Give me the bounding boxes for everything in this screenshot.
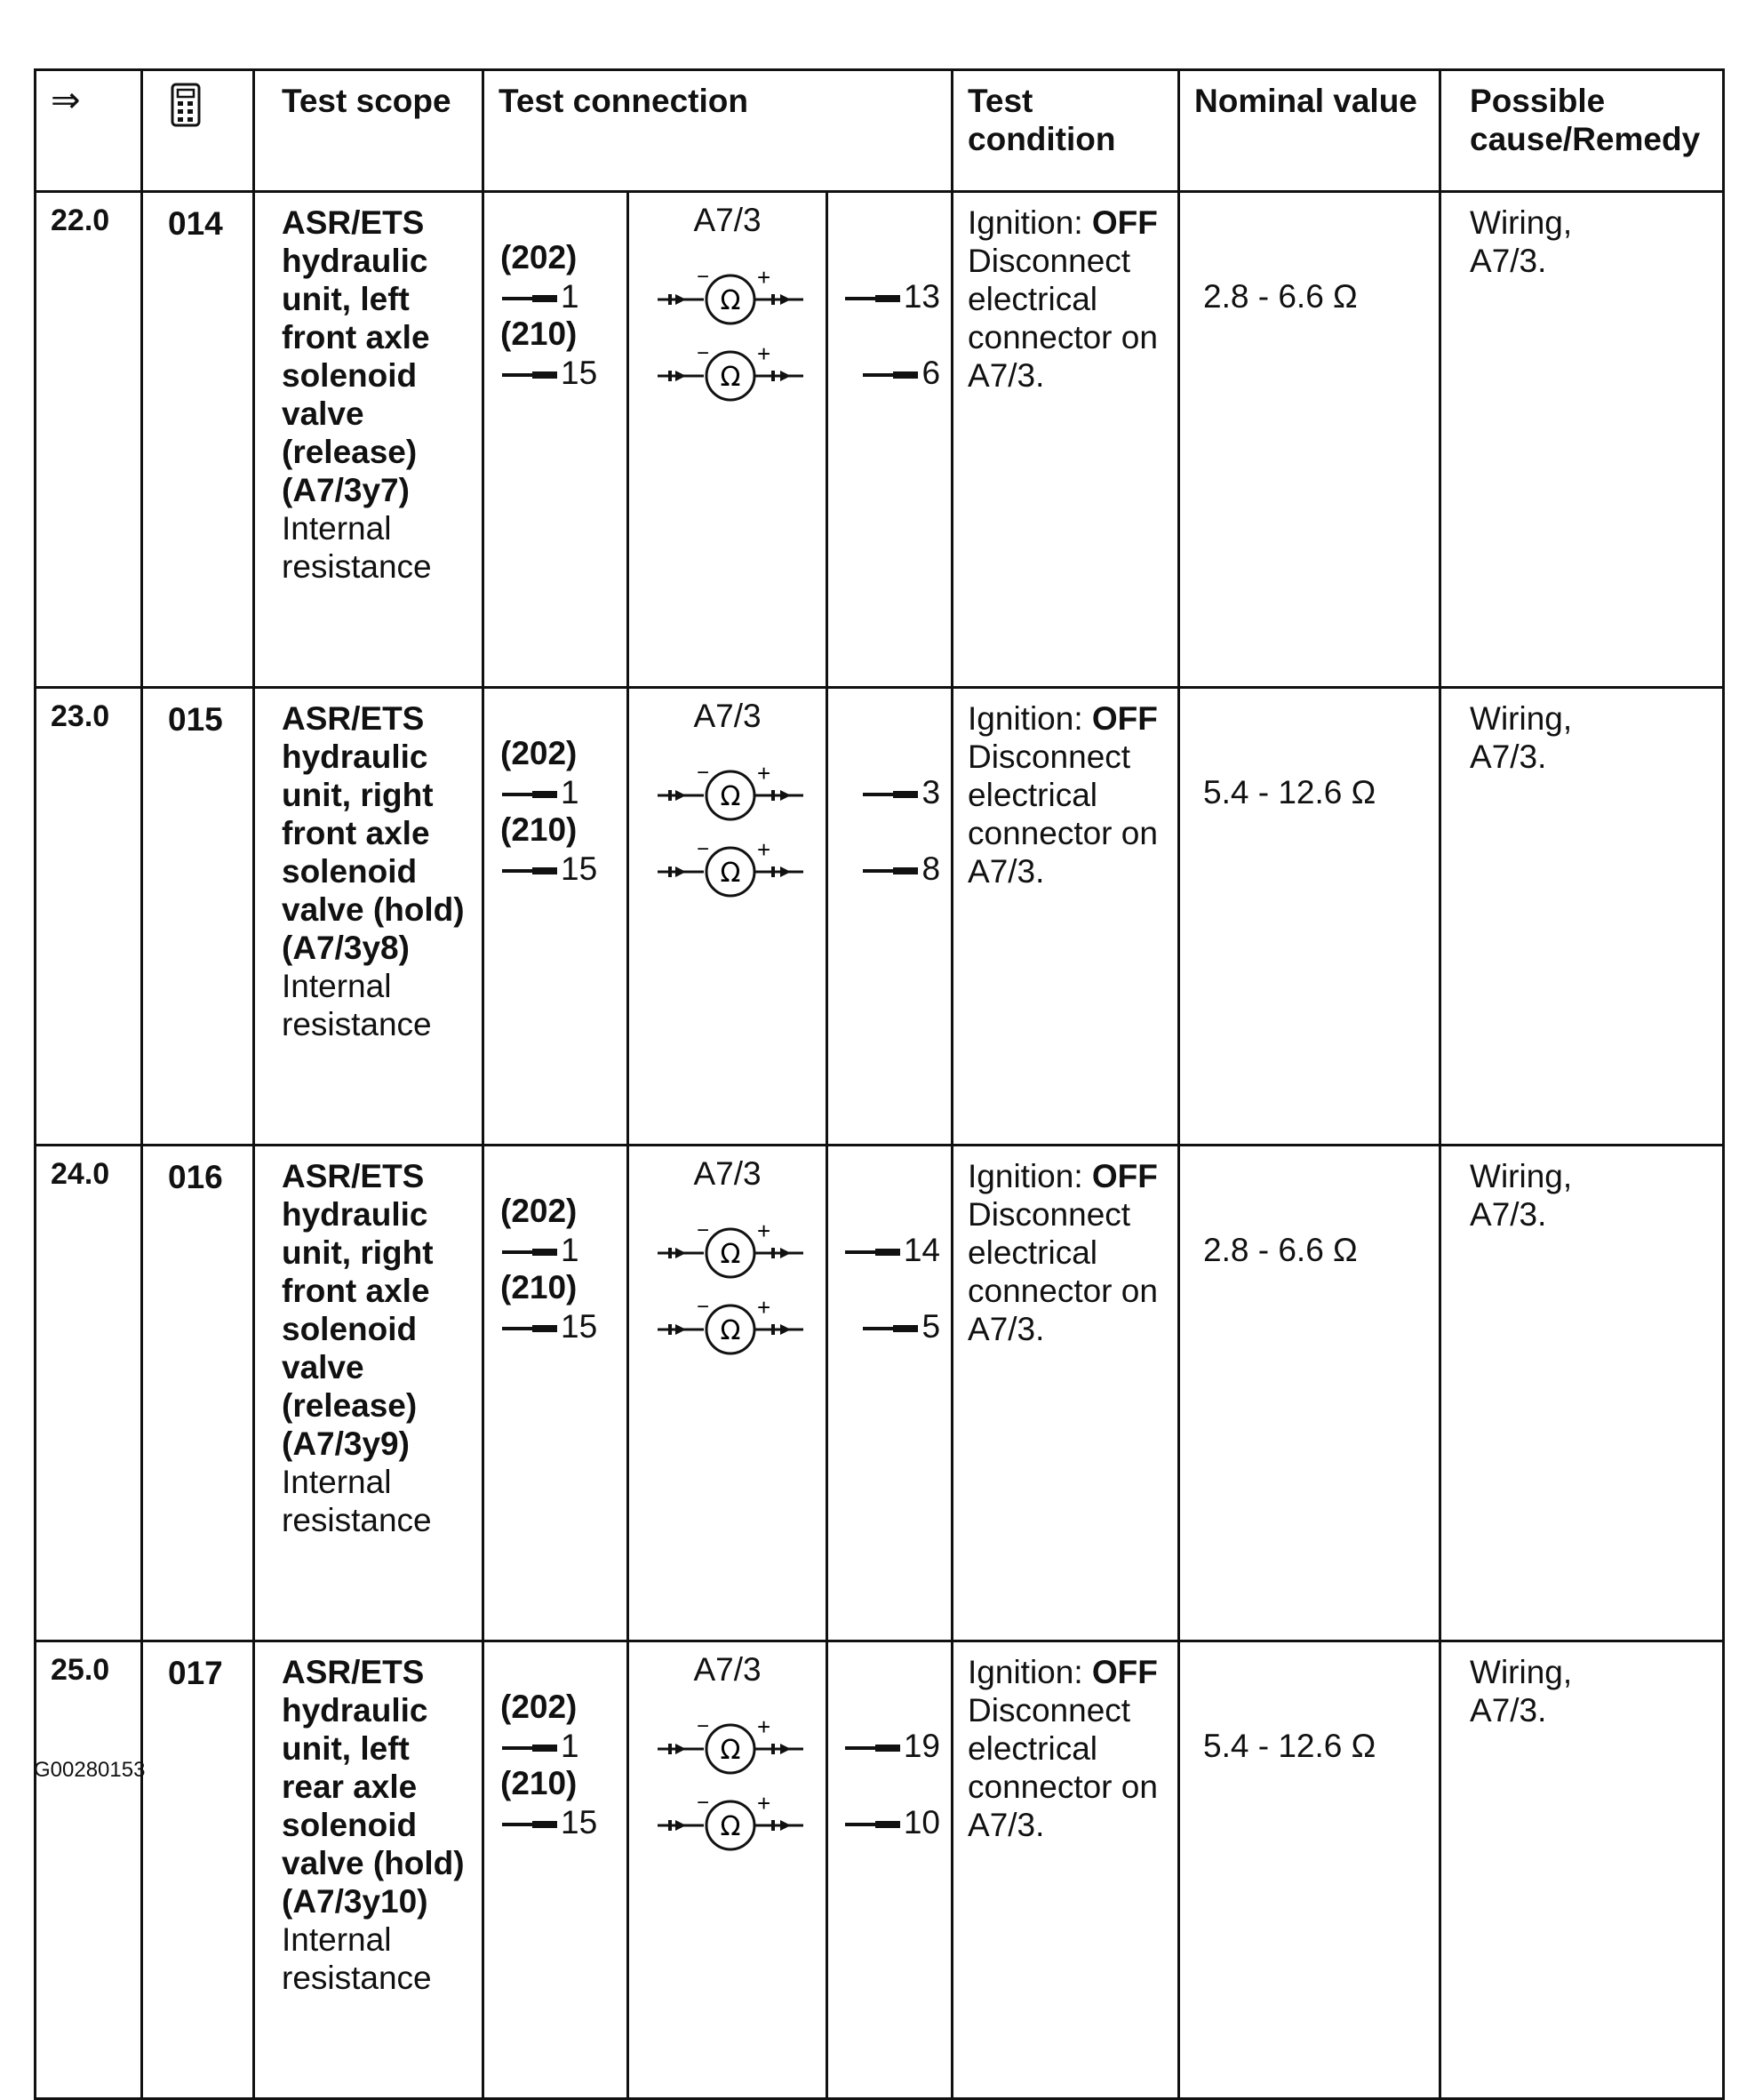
socket-label: (210)	[500, 811, 578, 848]
svg-text:Ω: Ω	[720, 285, 741, 316]
scope-line: hydraulic	[282, 739, 428, 775]
table-row	[36, 192, 1724, 688]
scope-line: Internal	[282, 1464, 392, 1500]
cause-line: Wiring,	[1470, 700, 1573, 737]
pin-lead-icon	[845, 1250, 900, 1254]
cond-line: A7/3.	[968, 853, 1045, 890]
svg-text:−: −	[697, 1714, 710, 1738]
scope-line: (A7/3y8)	[282, 930, 410, 966]
cond-ignition-state: OFF	[1091, 1158, 1158, 1194]
pin-lead-icon	[845, 1823, 900, 1826]
pin-lead-icon	[502, 1327, 557, 1330]
connection-right	[827, 1641, 953, 2099]
fault-code: 017	[142, 1641, 254, 2099]
test-condition	[953, 1146, 1179, 1641]
cause-line: Wiring,	[1470, 1654, 1573, 1690]
pin-lead-icon	[502, 1250, 557, 1254]
pin-right-b: 8	[863, 850, 940, 888]
pin-left-b: 15	[502, 1308, 597, 1345]
cause-line: A7/3.	[1470, 1692, 1547, 1729]
header-row	[36, 70, 1724, 192]
fault-code: 014	[142, 192, 254, 688]
scope-line: (release)	[282, 1387, 418, 1424]
possible-cause	[1440, 1641, 1724, 2099]
pin-left-b: 15	[502, 355, 597, 392]
svg-text:−: −	[697, 1295, 710, 1319]
socket-label: (210)	[500, 1269, 578, 1306]
connection-left	[483, 1641, 628, 2099]
pin-lead-icon	[863, 1327, 918, 1330]
pin-right-b: 6	[863, 355, 940, 392]
scope-line: front axle	[282, 1273, 430, 1309]
possible-cause	[1440, 1146, 1724, 1641]
fault-code: 016	[142, 1146, 254, 1641]
cond-line: connector on	[968, 815, 1158, 851]
test-condition	[953, 1641, 1179, 2099]
pin-right-b: 10	[845, 1804, 940, 1841]
svg-text:Ω: Ω	[720, 362, 741, 393]
step-number: 25.0	[36, 1641, 142, 2099]
connection-meter	[628, 192, 827, 688]
svg-text:Ω: Ω	[720, 1239, 741, 1270]
scope-line: (A7/3y10)	[282, 1883, 428, 1920]
cond-ignition-state: OFF	[1091, 700, 1158, 737]
cond-line: electrical	[968, 777, 1098, 813]
arrow-right-icon: ⇒	[51, 81, 81, 120]
svg-text:−: −	[697, 1218, 710, 1242]
step-number: 24.0	[36, 1146, 142, 1641]
meter-connector-label: A7/3	[693, 202, 762, 238]
cond-line: A7/3.	[968, 1311, 1045, 1347]
scope-line: (A7/3y9)	[282, 1425, 410, 1462]
scope-line: (A7/3y7)	[282, 472, 410, 508]
ohmmeter-icon	[656, 264, 805, 326]
cond-prefix: Ignition:	[968, 204, 1092, 241]
pin-lead-icon	[502, 1823, 557, 1826]
pin-left-a: 1	[502, 1232, 579, 1269]
table-row	[36, 1146, 1724, 1641]
cond-line: A7/3.	[968, 1807, 1045, 1843]
header-step	[36, 70, 142, 192]
svg-text:+: +	[757, 264, 771, 291]
scope-line: solenoid	[282, 357, 418, 394]
scope-line: (release)	[282, 434, 418, 470]
meter-connector-label: A7/3	[693, 698, 762, 734]
socket-label: (202)	[500, 735, 578, 771]
meter-connector-label: A7/3	[693, 1155, 762, 1192]
cause-line: A7/3.	[1470, 243, 1547, 279]
pin-left-a: 1	[502, 774, 579, 811]
scope-line: valve	[282, 1349, 364, 1385]
scope-line: resistance	[282, 1502, 432, 1538]
scope-line: Internal	[282, 1921, 392, 1958]
scope-line: ASR/ETS	[282, 1654, 425, 1690]
cond-line: connector on	[968, 1273, 1158, 1309]
scope-line: resistance	[282, 548, 432, 585]
cause-line: A7/3.	[1470, 1196, 1547, 1233]
header-test-connection: Test connection	[483, 70, 953, 192]
scope-line: valve (hold)	[282, 891, 465, 928]
cond-prefix: Ignition:	[968, 700, 1092, 737]
svg-text:−: −	[697, 341, 710, 365]
svg-text:+: +	[757, 1790, 771, 1817]
nominal-value: 5.4 - 12.6 Ω	[1179, 688, 1440, 1146]
test-scope	[254, 1146, 483, 1641]
cond-line: electrical	[968, 1730, 1098, 1767]
scope-line: hydraulic	[282, 1692, 428, 1729]
pin-lead-icon	[845, 1746, 900, 1750]
cond-line: Disconnect	[968, 739, 1131, 775]
pin-right-a: 13	[845, 278, 940, 315]
socket-label: (210)	[500, 315, 578, 352]
scope-line: solenoid	[282, 1807, 418, 1843]
socket-label: (210)	[500, 1765, 578, 1801]
cond-prefix: Ignition:	[968, 1158, 1092, 1194]
fault-code: 015	[142, 688, 254, 1146]
possible-cause	[1440, 688, 1724, 1146]
pin-right-a: 14	[845, 1232, 940, 1269]
scope-line: hydraulic	[282, 1196, 428, 1233]
cond-line: Disconnect	[968, 1692, 1131, 1729]
connection-right	[827, 688, 953, 1146]
table-row	[36, 688, 1724, 1146]
cond-line: electrical	[968, 281, 1098, 317]
scope-line: resistance	[282, 1960, 432, 1996]
cond-line: electrical	[968, 1234, 1098, 1271]
svg-text:+: +	[757, 340, 771, 367]
scope-line: Internal	[282, 510, 392, 547]
svg-text:Ω: Ω	[720, 781, 741, 812]
cond-ignition-state: OFF	[1091, 204, 1158, 241]
pin-lead-icon	[502, 297, 557, 300]
header-nominal-value: Nominal value	[1179, 70, 1440, 192]
pin-right-b: 5	[863, 1308, 940, 1345]
nominal-value: 2.8 - 6.6 Ω	[1179, 1146, 1440, 1641]
pin-left-b: 15	[502, 1804, 597, 1841]
svg-text:+: +	[757, 1713, 771, 1740]
diagnostic-tester-icon	[170, 82, 202, 136]
pin-lead-icon	[502, 869, 557, 873]
svg-text:−: −	[697, 837, 710, 861]
scope-line: rear axle	[282, 1769, 418, 1805]
header-test-condition: Test condition	[953, 70, 1179, 192]
scope-line: resistance	[282, 1006, 432, 1042]
header-possible-cause: Possible cause/Remedy	[1440, 70, 1724, 192]
svg-text:Ω: Ω	[720, 858, 741, 889]
cause-line: A7/3.	[1470, 739, 1547, 775]
meter-connector-label: A7/3	[693, 1651, 762, 1688]
scope-line: solenoid	[282, 1311, 418, 1347]
pin-lead-icon	[502, 373, 557, 377]
nominal-value: 2.8 - 6.6 Ω	[1179, 192, 1440, 688]
svg-text:Ω: Ω	[720, 1811, 741, 1842]
scope-line: unit, right	[282, 777, 434, 813]
pin-right-a: 19	[845, 1728, 940, 1765]
pin-lead-icon	[502, 1746, 557, 1750]
scope-line: unit, left	[282, 1730, 410, 1767]
test-condition	[953, 192, 1179, 688]
pin-right-a: 3	[863, 774, 940, 811]
pin-left-a: 1	[502, 278, 579, 315]
step-number: 22.0	[36, 192, 142, 688]
test-table	[34, 68, 1725, 2100]
svg-text:Ω: Ω	[720, 1315, 741, 1346]
cond-line: Disconnect	[968, 1196, 1131, 1233]
cond-prefix: Ignition:	[968, 1654, 1092, 1690]
scope-line: valve	[282, 395, 364, 432]
svg-text:+: +	[757, 1218, 771, 1244]
svg-text:+: +	[757, 836, 771, 863]
pin-lead-icon	[502, 793, 557, 796]
header-test-scope: Test scope	[254, 70, 483, 192]
ohmmeter-icon	[656, 1218, 805, 1280]
connection-right	[827, 192, 953, 688]
test-scope	[254, 688, 483, 1146]
cond-line: connector on	[968, 1769, 1158, 1805]
socket-label: (202)	[500, 239, 578, 275]
pin-left-a: 1	[502, 1728, 579, 1765]
scope-line: front axle	[282, 319, 430, 355]
pin-lead-icon	[863, 373, 918, 377]
connection-left	[483, 192, 628, 688]
nominal-value: 5.4 - 12.6 Ω	[1179, 1641, 1440, 2099]
test-scope	[254, 1641, 483, 2099]
cond-line: Disconnect	[968, 243, 1131, 279]
cause-line: Wiring,	[1470, 1158, 1573, 1194]
svg-text:−: −	[697, 265, 710, 289]
scope-line: front axle	[282, 815, 430, 851]
pin-lead-icon	[845, 297, 900, 300]
cond-ignition-state: OFF	[1091, 1654, 1158, 1690]
scope-line: solenoid	[282, 853, 418, 890]
svg-text:Ω: Ω	[720, 1735, 741, 1766]
scope-line: hydraulic	[282, 243, 428, 279]
pin-left-b: 15	[502, 850, 597, 888]
scope-line: Internal	[282, 968, 392, 1004]
ohmmeter-icon	[656, 1790, 805, 1852]
socket-label: (202)	[500, 1689, 578, 1725]
pin-lead-icon	[863, 869, 918, 873]
test-condition	[953, 688, 1179, 1146]
svg-text:−: −	[697, 1791, 710, 1815]
ohmmeter-icon	[656, 836, 805, 898]
scope-line: unit, left	[282, 281, 410, 317]
scope-line: ASR/ETS	[282, 700, 425, 737]
cause-line: Wiring,	[1470, 204, 1573, 241]
test-scope	[254, 192, 483, 688]
ohmmeter-icon	[656, 1294, 805, 1356]
scope-line: ASR/ETS	[282, 204, 425, 241]
svg-text:+: +	[757, 1294, 771, 1321]
pin-lead-icon	[863, 793, 918, 796]
header-code	[142, 70, 254, 192]
ohmmeter-icon	[656, 340, 805, 403]
scope-line: ASR/ETS	[282, 1158, 425, 1194]
connection-right	[827, 1146, 953, 1641]
socket-label: (202)	[500, 1193, 578, 1229]
figure-id: G00280153	[34, 1758, 146, 1782]
cond-line: A7/3.	[968, 357, 1045, 394]
connection-meter	[628, 688, 827, 1146]
step-number: 23.0	[36, 688, 142, 1146]
connection-left	[483, 1146, 628, 1641]
scope-line: unit, right	[282, 1234, 434, 1271]
table-row	[36, 1641, 1724, 2099]
scope-line: valve (hold)	[282, 1845, 465, 1881]
cond-line: connector on	[968, 319, 1158, 355]
connection-meter	[628, 1146, 827, 1641]
svg-text:+: +	[757, 760, 771, 787]
svg-text:−: −	[697, 761, 710, 785]
connection-left	[483, 688, 628, 1146]
ohmmeter-icon	[656, 1713, 805, 1776]
connection-meter	[628, 1641, 827, 2099]
possible-cause	[1440, 192, 1724, 688]
ohmmeter-icon	[656, 760, 805, 822]
